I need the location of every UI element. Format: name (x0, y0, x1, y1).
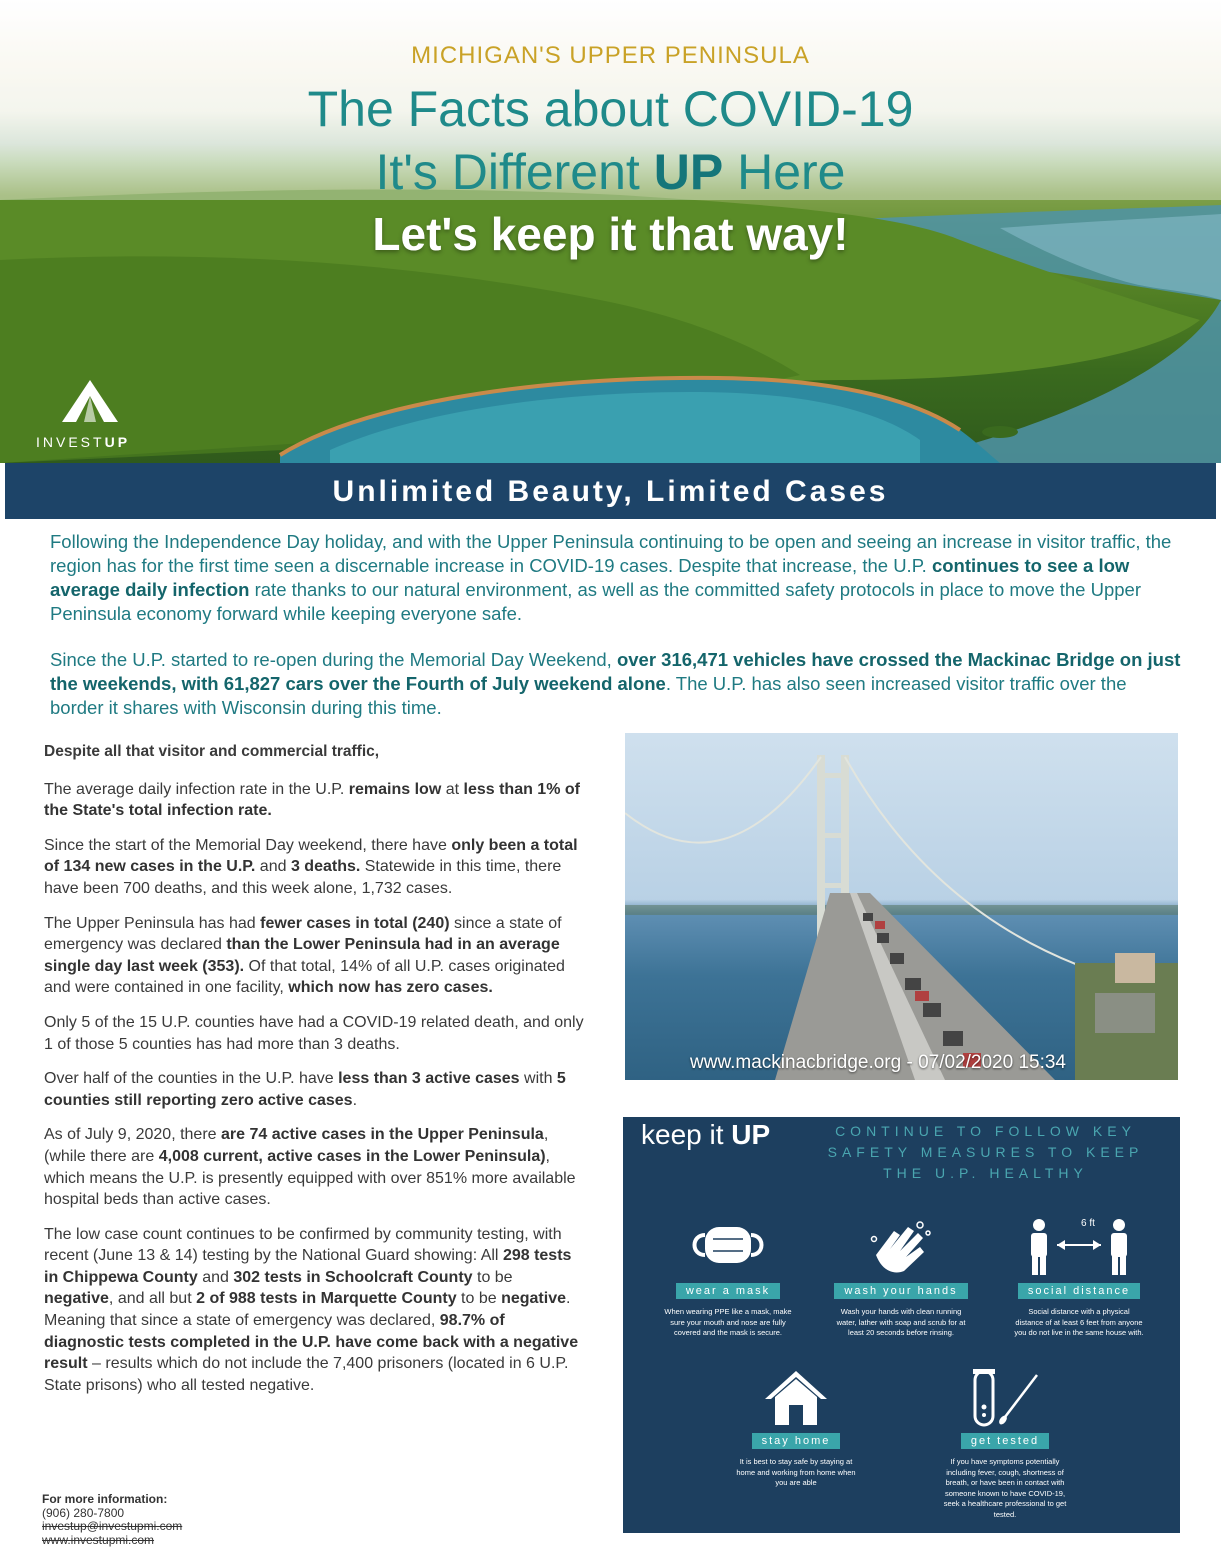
tip-text: It is best to stay safe by staying at home and working from home when you are able (736, 1457, 856, 1487)
fact-total-cases (44, 913, 584, 999)
fact-text: Since the start of the Memorial Day weekend, there have (44, 836, 452, 854)
logo-text-bold: UP (104, 434, 131, 450)
fact-deaths-by-county: Only 5 of the 15 U.P. counties have had a COVID-19 related death, and only 1 of those 5 counties has had more than 3 deaths. (44, 1013, 584, 1053)
fact-infection-rate (44, 779, 584, 822)
main-title-line-1: The Facts about COVID-19 (307, 81, 914, 137)
fact-bold: only been a total of 134 new cases in the U.P. (44, 836, 578, 876)
panel-title-bold: UP (731, 1119, 771, 1150)
facts-lead: Despite all that visitor and commercial traffic, (44, 743, 380, 760)
tip-icon-wrap (930, 1367, 1080, 1429)
title-line-2-bold: UP (653, 144, 724, 200)
fact-text: to be (456, 1290, 502, 1308)
fact-bold: than the Lower Peninsula had in an average single day last week (353). (44, 936, 560, 975)
tip-icon-wrap (653, 1217, 803, 1279)
tip-wash-hands (826, 1217, 976, 1339)
distance-label: 6 ft (1081, 1218, 1095, 1229)
fact-testing (44, 1224, 584, 1397)
fact-bold: 4,008 current, active cases in the Lower Peninsula) (158, 1147, 546, 1165)
fact-text: The average daily infection rate in the U.P. (44, 780, 349, 798)
fact-text: – results which do not include the 7,400 prisoners (located in 6 U.P. State prisons) who all tested negative. (44, 1355, 569, 1394)
fact-bold: 302 tests in Schoolcraft County (233, 1268, 473, 1286)
tip-get-tested (930, 1367, 1080, 1520)
logo-text (36, 434, 130, 450)
tip-label: wash your hands (834, 1283, 967, 1299)
fact-bold: 2 of 988 tests in Marquette County (196, 1290, 457, 1308)
fact-text: and (197, 1268, 234, 1286)
mackinac-bridge-photo (625, 733, 1178, 1080)
fact-text: Over half of the counties in the U.P. have (44, 1070, 339, 1088)
logo-text-light: INVEST (36, 434, 105, 450)
fact-bold: are 74 active cases in the Upper Peninsula (221, 1126, 544, 1144)
intro-p2-text: Since the U.P. started to re-open during the Memorial Day Weekend, (50, 649, 617, 670)
tip-label: stay home (752, 1433, 841, 1449)
fact-text: and (255, 858, 291, 876)
fact-text: Of that total, 14% of all U.P. cases originated and were contained in one facility, (44, 957, 565, 997)
fact-bold: negative (44, 1290, 109, 1308)
tip-label: wear a mask (676, 1283, 780, 1299)
fact-text: , and all but (108, 1290, 197, 1308)
fact-bold: less than 3 active cases (338, 1070, 520, 1088)
bridge-illustration (625, 733, 1178, 1080)
kicker-text: MICHIGAN'S UPPER PENINSULA (411, 42, 810, 69)
fact-bold: fewer cases in total (240) (260, 914, 450, 932)
fact-text: , (while there are (44, 1126, 549, 1165)
fact-text: to be (472, 1268, 513, 1286)
intro-paragraph-1 (50, 530, 1185, 626)
contact-website-link[interactable]: www.investupmi.com (42, 1532, 155, 1547)
panel-title (641, 1119, 770, 1151)
intro-p1-bold: continues to see a low average daily infection (50, 555, 1130, 600)
fact-text: The Upper Peninsula has had (44, 914, 261, 932)
contact-heading: For more information: (42, 1492, 168, 1506)
fact-bold: 98.7% of diagnostic tests completed in the U.P. have come back with a negative result (44, 1312, 579, 1373)
fact-text: since a state of emergency was declared (44, 914, 562, 954)
photo-caption: www.mackinacbridge.org - 07/02/2020 15:34 (690, 1052, 1067, 1073)
title-line-2-post: Here (723, 144, 846, 200)
panel-title-light: keep it (641, 1119, 732, 1150)
contact-info (42, 1493, 182, 1547)
tip-label: get tested (961, 1433, 1049, 1449)
tip-stay-home (721, 1367, 871, 1489)
tip-icon-wrap (721, 1367, 871, 1429)
section-banner: Unlimited Beauty, Limited Cases (5, 463, 1216, 519)
hero-image (0, 0, 1221, 463)
fact-text: at (441, 780, 464, 798)
tip-text: Wash your hands with clean running water, lather with soap and scrub for at least 20 seconds before rinsing. (836, 1307, 966, 1337)
tip-text: Social distance with a physical distance of at least 6 feet from anyone you do not live in the same house with. (1014, 1307, 1144, 1337)
title-line-2-pre: It's Different (375, 144, 654, 200)
fact-text: with (519, 1070, 557, 1088)
intro-p1-text: Following the Independence Day holiday, and with the Upper Peninsula continuing to be open and seeing an increase in visitor traffic, the region has for the first time seen a discernable increase in COVID-19 cases. Despite that increase, the U.P. (50, 531, 1172, 576)
fact-text: Statewide in this time, there have been 700 deaths, and this week alone, 1,732 cases. (44, 858, 562, 897)
fact-new-cases (44, 835, 584, 900)
fact-bold: 3 deaths. (290, 858, 361, 876)
fact-bold: negative (501, 1290, 566, 1308)
keep-it-up-panel (623, 1117, 1180, 1533)
tip-wear-mask (653, 1217, 803, 1339)
tip-text: When wearing PPE like a mask, make sure your mouth and nose are fully covered and the mask is secure. (664, 1307, 792, 1337)
facts-column (44, 741, 584, 1409)
intro-p2-text-end: . The U.P. has also seen increased visitor traffic over the border it shares with Wisconsin during this time. (50, 673, 1127, 718)
fact-active-cases-total (44, 1124, 584, 1210)
fact-bold: less than 1% of the State's total infection rate. (44, 780, 580, 820)
test-tube-icon (965, 1367, 1045, 1429)
fact-text: , which means the U.P. is presently equipped with over 851% more available hospital beds than active cases. (44, 1147, 576, 1209)
intro-paragraph-2 (50, 648, 1185, 720)
panel-subtitle: CONTINUE TO FOLLOW KEY SAFETY MEASURES TO KEEP THE U.P. HEALTHY (827, 1123, 1144, 1181)
fact-text: . Meaning that since a state of emergency was declared, (44, 1290, 571, 1330)
tip-icon-wrap (1004, 1217, 1154, 1279)
social-distance-icon (1019, 1217, 1139, 1277)
mask-icon (683, 1217, 773, 1273)
main-title-line-2 (0, 143, 1221, 201)
fact-text: . (352, 1091, 358, 1109)
main-title-line-3: Let's keep it that way! (372, 208, 849, 260)
contact-email-link[interactable]: investup@investupmi.com (42, 1519, 183, 1533)
tip-label: social distance (1018, 1283, 1140, 1299)
fact-bold: remains low (348, 780, 442, 798)
fact-active-cases-counties (44, 1068, 584, 1111)
investup-mountain-icon (60, 378, 120, 424)
tip-text: If you have symptoms potentially including fever, cough, shortness of breath, or have been in contact with someone known to have COVID-19, seek a healthcare professional to get tested. (943, 1457, 1067, 1519)
tip-icon-wrap (826, 1217, 976, 1279)
fact-bold: 5 counties still reporting zero active cases (44, 1070, 566, 1109)
hand-washing-icon (866, 1217, 936, 1277)
fact-bold: 298 tests in Chippewa County (44, 1247, 572, 1286)
intro-p1-text-end: rate thanks to our natural environment, as well as the committed safety protocols in place to move the Upper Peninsula economy forward while keeping everyone safe. (50, 579, 1142, 624)
fact-text: As of July 9, 2020, there (44, 1126, 221, 1144)
fact-text: The low case count continues to be confirmed by community testing, with recent (June 13 & 14) testing by the National Guard showing: All (44, 1225, 562, 1265)
fact-bold: which now has zero cases. (288, 979, 493, 997)
contact-phone[interactable]: (906) 280-7800 (42, 1505, 125, 1520)
house-icon (761, 1367, 831, 1429)
tip-social-distance (1004, 1217, 1154, 1339)
intro-p2-bold: over 316,471 vehicles have crossed the Mackinac Bridge on just the weekends, with 61,827 cars over the Fourth of July weekend alone (50, 649, 1181, 694)
